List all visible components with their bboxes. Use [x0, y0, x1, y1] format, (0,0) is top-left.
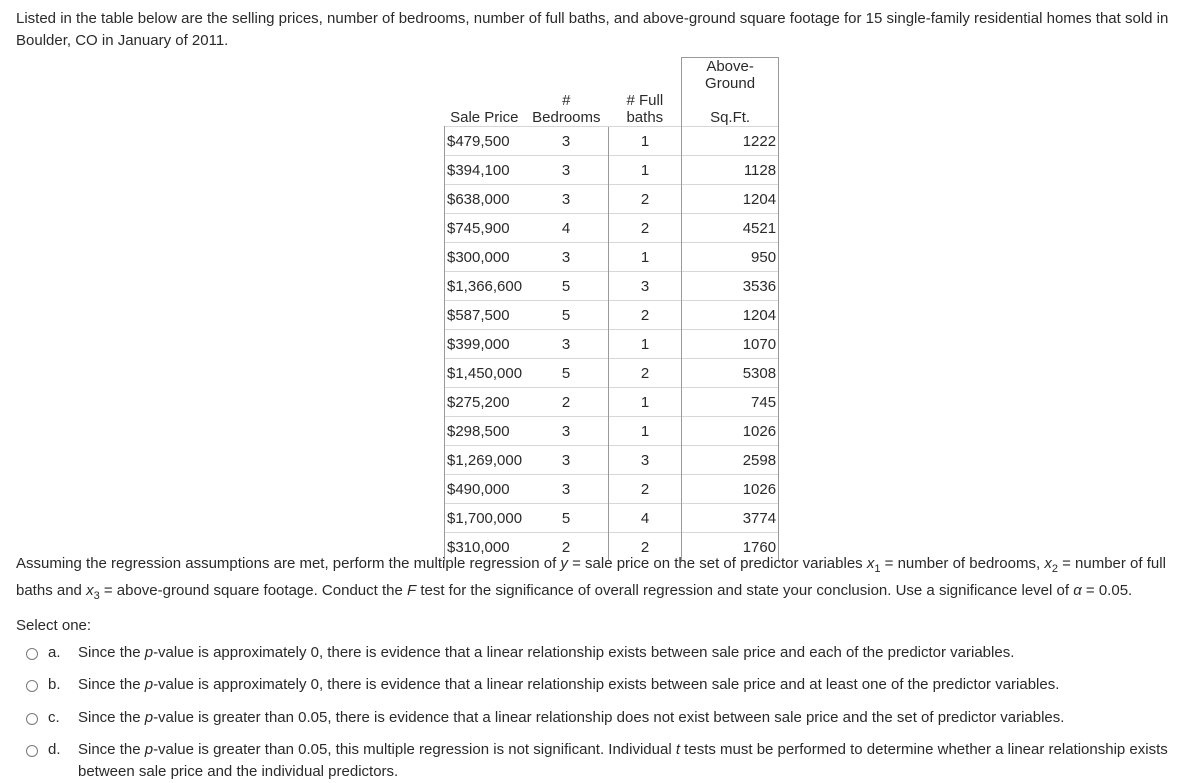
cell-bedrooms: 3 — [524, 156, 609, 185]
cell-bedrooms: 5 — [524, 359, 609, 388]
cell-bedrooms: 3 — [524, 330, 609, 359]
header-bedrooms: # Bedrooms — [532, 92, 601, 126]
radio-icon[interactable] — [26, 713, 38, 725]
cell-sq-ft: 745 — [682, 388, 779, 417]
cell-bedrooms: 3 — [524, 446, 609, 475]
cell-bedrooms: 4 — [524, 214, 609, 243]
cell-bedrooms: 2 — [524, 388, 609, 417]
cell-full-baths: 4 — [609, 504, 682, 533]
header-sale-price: Sale Price — [450, 109, 519, 126]
cell-bedrooms: 3 — [524, 127, 609, 156]
cell-bedrooms: 5 — [524, 272, 609, 301]
option-b[interactable] — [26, 676, 1178, 696]
option-text: Since the p-value is approximately 0, there is evidence that a linear relationship exists between sale price and each of the predictor variables. — [78, 644, 1015, 661]
cell-full-baths: 1 — [609, 330, 682, 359]
cell-sale-price: $1,269,000 — [445, 446, 525, 475]
table-row — [445, 301, 779, 330]
table-row — [445, 330, 779, 359]
option-text: Since the p-value is approximately 0, there is evidence that a linear relationship exists between sale price and at least one of the predictor variables. — [78, 676, 1060, 693]
cell-sale-price: $1,366,600 — [445, 272, 525, 301]
option-letter: d. — [48, 741, 61, 758]
option-c[interactable] — [26, 709, 1178, 729]
table-body — [445, 127, 779, 562]
cell-sale-price: $745,900 — [445, 214, 525, 243]
option-text: Since the p-value is greater than 0.05, this multiple regression is not significant. Individual t tests must be performed to determine whether a linear relationship exists between sale price and the individual predictors. — [78, 741, 1168, 780]
question-text: Assuming the regression assumptions are met, perform the multiple regression of y = sale price on the set of predictor variables $x_1$ = number of bedrooms, $x_2$ = number of full baths and $x_3$ = above-ground square footage. Conduct the F test for the significance of overall regression and state your conclusion. Use a significance level of α = 0.05. — [16, 555, 1166, 602]
cell-full-baths: 1 — [609, 243, 682, 272]
cell-full-baths: 1 — [609, 417, 682, 446]
option-letter: a. — [48, 644, 61, 661]
select-one-label: Select one: — [16, 617, 92, 634]
table-row — [445, 156, 779, 185]
cell-sq-ft: 5308 — [682, 359, 779, 388]
cell-bedrooms: 3 — [524, 243, 609, 272]
table-row — [445, 446, 779, 475]
cell-sq-ft: 3536 — [682, 272, 779, 301]
header-sq-ft: Sq.Ft. — [682, 92, 779, 127]
table-row — [445, 214, 779, 243]
cell-full-baths: 1 — [609, 156, 682, 185]
cell-sale-price: $275,200 — [445, 388, 525, 417]
table-row — [445, 243, 779, 272]
cell-full-baths: 2 — [609, 533, 682, 562]
cell-sq-ft: 1026 — [682, 417, 779, 446]
cell-full-baths: 2 — [609, 185, 682, 214]
cell-sale-price: $399,000 — [445, 330, 525, 359]
table-row — [445, 475, 779, 504]
cell-bedrooms: 5 — [524, 301, 609, 330]
cell-sale-price: $394,100 — [445, 156, 525, 185]
option-letter: b. — [48, 676, 61, 693]
radio-icon[interactable] — [26, 680, 38, 692]
cell-sq-ft: 1222 — [682, 127, 779, 156]
cell-sale-price: $298,500 — [445, 417, 525, 446]
cell-sq-ft: 4521 — [682, 214, 779, 243]
cell-sale-price: $1,450,000 — [445, 359, 525, 388]
cell-bedrooms: 2 — [524, 533, 609, 562]
cell-bedrooms: 3 — [524, 475, 609, 504]
cell-sq-ft: 2598 — [682, 446, 779, 475]
housing-data-table — [444, 57, 779, 561]
option-text: Since the p-value is greater than 0.05, there is evidence that a linear relationship does not exist between sale price and the set of predictor variables. — [78, 709, 1065, 726]
cell-full-baths: 1 — [609, 127, 682, 156]
cell-sale-price: $1,700,000 — [445, 504, 525, 533]
option-a[interactable] — [26, 644, 1178, 664]
radio-icon[interactable] — [26, 648, 38, 660]
cell-sale-price: $587,500 — [445, 301, 525, 330]
cell-sq-ft: 3774 — [682, 504, 779, 533]
cell-full-baths: 2 — [609, 359, 682, 388]
cell-bedrooms: 5 — [524, 504, 609, 533]
table-row — [445, 504, 779, 533]
cell-full-baths: 3 — [609, 272, 682, 301]
cell-bedrooms: 3 — [524, 185, 609, 214]
intro-text: Listed in the table below are the selling prices, number of bedrooms, number of full baths, and above-ground square footage for 15 single-family residential homes that sold in Boulder, CO in January of 2011. — [16, 10, 1169, 49]
header-full-baths: # Full baths — [626, 92, 664, 126]
cell-sq-ft: 1128 — [682, 156, 779, 185]
header-above-ground: Above-Ground — [682, 58, 779, 93]
table-row — [445, 185, 779, 214]
cell-sale-price: $300,000 — [445, 243, 525, 272]
cell-full-baths: 2 — [609, 214, 682, 243]
radio-icon[interactable] — [26, 745, 38, 757]
table-row — [445, 272, 779, 301]
cell-full-baths: 3 — [609, 446, 682, 475]
cell-sq-ft: 1204 — [682, 301, 779, 330]
cell-sq-ft: 1070 — [682, 330, 779, 359]
table-row — [445, 417, 779, 446]
cell-sq-ft: 1760 — [682, 533, 779, 562]
option-d[interactable] — [26, 741, 1178, 783]
cell-full-baths: 1 — [609, 388, 682, 417]
cell-sale-price: $490,000 — [445, 475, 525, 504]
cell-sq-ft: 1026 — [682, 475, 779, 504]
table-row — [445, 127, 779, 156]
cell-full-baths: 2 — [609, 301, 682, 330]
option-letter: c. — [48, 709, 60, 726]
cell-sq-ft: 1204 — [682, 185, 779, 214]
cell-sale-price: $638,000 — [445, 185, 525, 214]
cell-sale-price: $310,000 — [445, 533, 525, 562]
table-row — [445, 359, 779, 388]
cell-sq-ft: 950 — [682, 243, 779, 272]
table-row — [445, 388, 779, 417]
cell-bedrooms: 3 — [524, 417, 609, 446]
cell-full-baths: 2 — [609, 475, 682, 504]
cell-sale-price: $479,500 — [445, 127, 525, 156]
